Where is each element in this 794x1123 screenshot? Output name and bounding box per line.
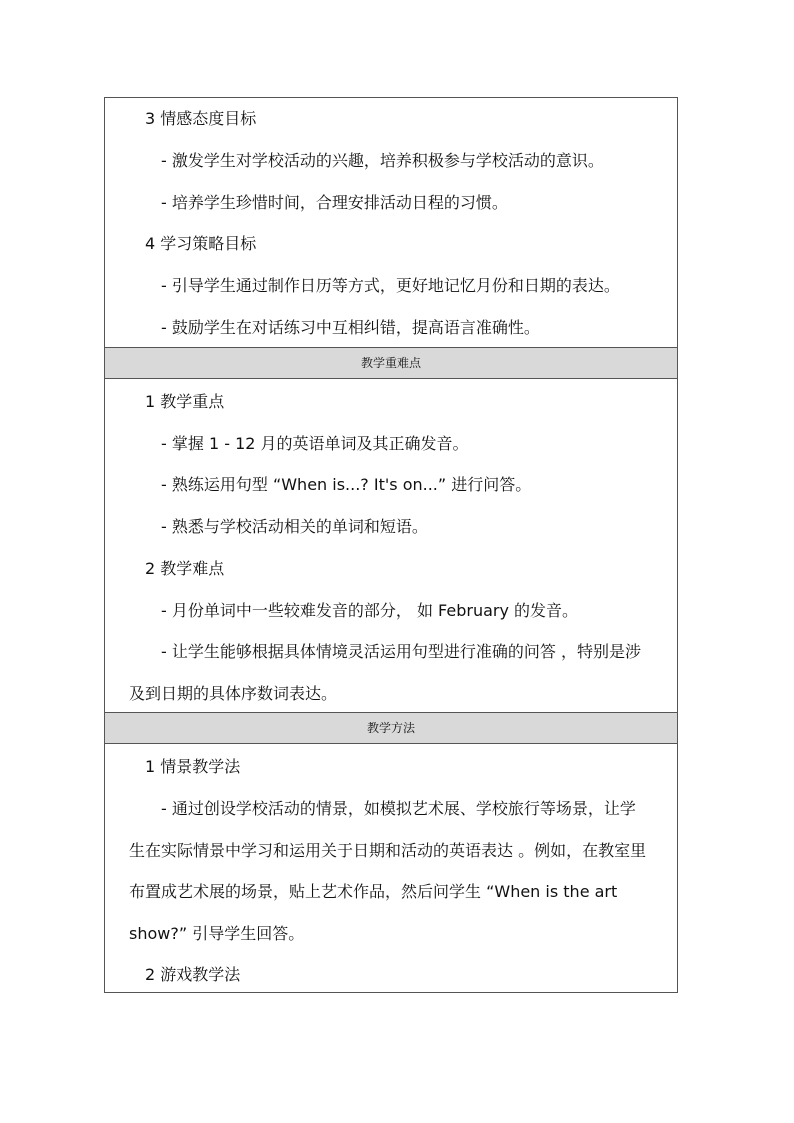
heading-situational-method: 1 情景教学法 bbox=[145, 757, 241, 776]
paragraph-line: show?” 引导学生回答。 bbox=[129, 924, 305, 943]
lesson-plan-table bbox=[104, 97, 678, 993]
bullet-line: - 让学生能够根据具体情境灵活运用句型进行准确的问答 ，特别是涉 bbox=[161, 642, 641, 661]
heading-difficulties: 2 教学难点 bbox=[145, 559, 225, 578]
bullet-line: - 鼓励学生在对话练习中互相纠错，提高语言准确性。 bbox=[161, 318, 540, 337]
bullet-continuation: 及到日期的具体序数词表达。 bbox=[129, 684, 338, 703]
bullet-line: - 月份单词中一些较难发音的部分， 如 February 的发音。 bbox=[161, 601, 579, 620]
bullet-line: - 熟练运用句型 “When is...? It's on...” 进行问答。 bbox=[161, 475, 532, 494]
heading-affective-goals: 3 情感态度目标 bbox=[145, 109, 257, 128]
paragraph-line: - 通过创设学校活动的情景，如模拟艺术展、学校旅行等场景，让学 bbox=[161, 799, 636, 818]
paragraph-line: 生在实际情景中学习和运用关于日期和活动的英语表达 。例如，在教室里 bbox=[129, 841, 647, 860]
heading-strategy-goals: 4 学习策略目标 bbox=[145, 234, 257, 253]
bullet-line: - 培养学生珍惜时间，合理安排活动日程的习惯。 bbox=[161, 193, 508, 212]
section-band-key-points: 教学重难点 bbox=[105, 347, 677, 379]
heading-game-method: 2 游戏教学法 bbox=[145, 965, 241, 984]
bullet-line: - 激发学生对学校活动的兴趣，培养积极参与学校活动的意识。 bbox=[161, 151, 604, 170]
bullet-line: - 熟悉与学校活动相关的单词和短语。 bbox=[161, 517, 428, 536]
bullet-line: - 掌握 1 - 12 月的英语单词及其正确发音。 bbox=[161, 434, 469, 453]
heading-key-points: 1 教学重点 bbox=[145, 392, 225, 411]
bullet-line: - 引导学生通过制作日历等方式，更好地记忆月份和日期的表达。 bbox=[161, 276, 620, 295]
section-band-teaching-methods: 教学方法 bbox=[105, 712, 677, 744]
paragraph-line: 布置成艺术展的场景，贴上艺术作品，然后问学生 “When is the art bbox=[129, 882, 618, 901]
